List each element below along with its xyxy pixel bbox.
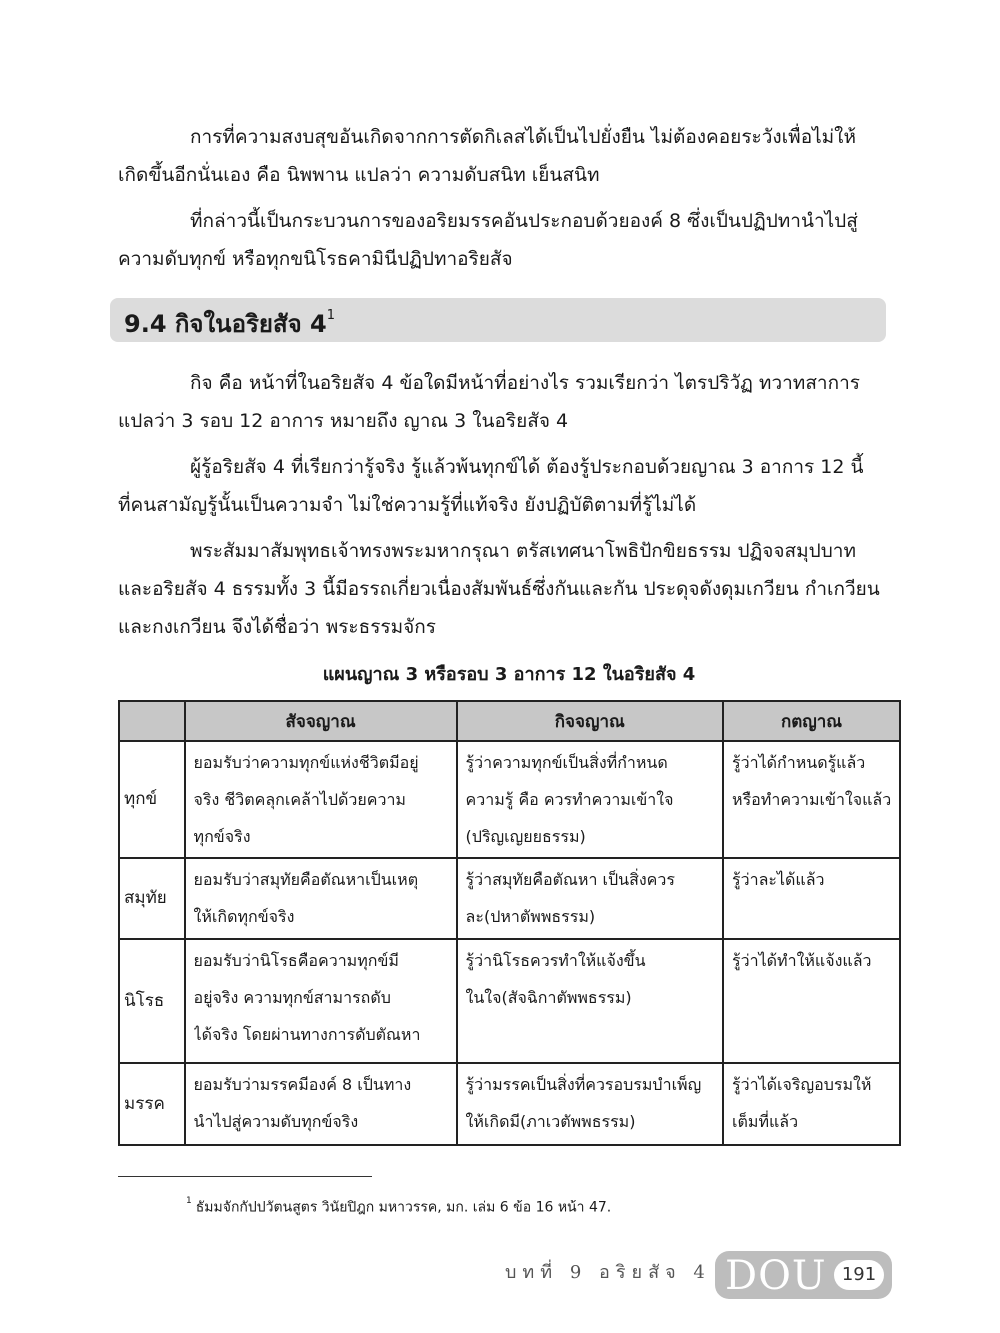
- text-line: พระสัมมาสัมพุทธเจ้าทรงพระมหากรุณา ตรัสเทศนาโพธิปักขิยธรรม ปฏิจจสมุปบาท: [190, 540, 856, 562]
- header-cell-kicca: กิจจญาณ: [457, 701, 723, 741]
- cell-line: รู้ว่าละได้แล้ว: [732, 870, 825, 889]
- table-row: [119, 1063, 900, 1145]
- cell-line: เต็มที่แล้ว: [732, 1112, 799, 1131]
- cell-kicca: [457, 1063, 723, 1145]
- row-label: ทุกข์: [119, 741, 185, 858]
- cell-line: ละ(ปหาตัพพธรรม): [465, 907, 596, 926]
- footnote: [186, 1193, 611, 1219]
- cell-sacca: [185, 858, 457, 939]
- footnote-divider: [118, 1176, 372, 1177]
- cell-line: ยอมรับว่าสมุทัยคือตัณหาเป็นเหตุ: [193, 870, 419, 889]
- text-line: ผู้รู้อริยสัจ 4 ที่เรียกว่ารู้จริง รู้แล้วพ้นทุกข์ได้ ต้องรู้ประกอบด้วยญาณ 3 อาการ 12 นี้: [190, 456, 864, 478]
- cell-line: จริง ชีวิตคลุกเคล้าไปด้วยความ: [193, 790, 406, 809]
- cell-line: ยอมรับว่ามรรคมีองค์ 8 เป็นทาง: [193, 1075, 412, 1094]
- text-line: การที่ความสงบสุขอันเกิดจากการตัดกิเลสได้เป็นไปยั่งยืน ไม่ต้องคอยระวังเพื่อไม่ให้: [190, 126, 856, 148]
- paragraph-4: [118, 448, 900, 524]
- table-title: แผนญาณ 3 หรือรอบ 3 อาการ 12 ในอริยสัจ 4: [322, 664, 696, 685]
- paragraph-2: [118, 202, 900, 278]
- cell-line: ความรู้ คือ ควรทำความเข้าใจ: [465, 790, 674, 809]
- section-heading: [110, 298, 886, 342]
- page-number: 191: [834, 1260, 884, 1290]
- cell-line: ให้เกิดทุกข์จริง: [193, 907, 295, 926]
- paragraph-1: [118, 118, 900, 194]
- cell-line: รู้ว่าได้เจริญอบรมให้: [732, 1075, 872, 1094]
- row-label: นิโรธ: [119, 939, 185, 1063]
- cell-line: ได้จริง โดยผ่านทางการดับตัณหา: [193, 1025, 421, 1044]
- table-row: [119, 741, 900, 858]
- table-row: [119, 858, 900, 939]
- cell-kata: [723, 939, 900, 1063]
- cell-line: รู้ว่าได้กำหนดรู้แล้ว: [732, 753, 866, 772]
- text-line: เกิดขึ้นอีกนั่นเอง คือ นิพพาน แปลว่า ความดับสนิท เย็นสนิท: [118, 164, 600, 186]
- cell-sacca: [185, 741, 457, 858]
- cell-kata: [723, 741, 900, 858]
- cell-line: รู้ว่านิโรธควรทำให้แจ้งขึ้น: [465, 951, 646, 970]
- cell-line: หรือทำความเข้าใจแล้ว: [732, 790, 892, 809]
- row-label: สมุทัย: [119, 858, 185, 939]
- brand-logo: DOU: [725, 1253, 827, 1299]
- cell-line: รู้ว่ามรรคเป็นสิ่งที่ควรอบรมบำเพ็ญ: [465, 1075, 702, 1094]
- section-title: 9.4 กิจในอริยสัจ 4: [124, 310, 327, 338]
- cell-line: รู้ว่าความทุกข์เป็นสิ่งที่กำหนด: [465, 753, 668, 772]
- cell-line: รู้ว่าสมุทัยคือตัณหา เป็นสิ่งควร: [465, 870, 675, 889]
- text-line: ที่กล่าวนี้เป็นกระบวนการของอริยมรรคอันประกอบด้วยองค์ 8 ซึ่งเป็นปฏิปทานำไปสู่: [190, 210, 858, 232]
- paragraph-3: [118, 364, 900, 440]
- chapter-label: บทที่ 9 อริยสัจ 4: [505, 1262, 711, 1283]
- page-badge: [715, 1251, 892, 1299]
- text-line: แปลว่า 3 รอบ 12 อาการ หมายถึง ญาณ 3 ในอริยสัจ 4: [118, 410, 569, 432]
- text-line: ความดับทุกข์ หรือทุกขนิโรธคามินีปฏิปทาอริยสัจ: [118, 248, 513, 270]
- cell-kicca: [457, 741, 723, 858]
- row-label: มรรค: [119, 1063, 185, 1145]
- paragraph-5: [118, 532, 900, 646]
- text-line: และกงเกวียน จึงได้ชื่อว่า พระธรรมจักร: [118, 616, 436, 638]
- text-line: และอริยสัจ 4 ธรรมทั้ง 3 นี้มีอรรถเกี่ยวเนื่องสัมพันธ์ซึ่งกันและกัน ประดุจดังดุมเกวียน กำเกวียน: [118, 578, 880, 600]
- cell-line: อยู่จริง ความทุกข์สามารถดับ: [193, 988, 391, 1007]
- header-cell-blank: [119, 701, 185, 741]
- footnote-reference[interactable]: 1: [326, 308, 336, 323]
- cell-sacca: [185, 1063, 457, 1145]
- cell-kicca: [457, 858, 723, 939]
- text-line: ที่คนสามัญรู้นั้นเป็นความจำ ไม่ใช่ความรู้ที่แท้จริง ยังปฏิบัติตามที่รู้ไม่ได้: [118, 494, 697, 516]
- cell-line: ในใจ(สัจฉิกาตัพพธรรม): [465, 988, 632, 1007]
- four-noble-truths-table: [118, 700, 901, 1146]
- table-row: [119, 939, 900, 1063]
- cell-line: รู้ว่าได้ทำให้แจ้งแล้ว: [732, 951, 872, 970]
- cell-line: ให้เกิดมี(ภาเวตัพพธรรม): [465, 1112, 636, 1131]
- cell-line: นำไปสู่ความดับทุกข์จริง: [193, 1112, 359, 1131]
- cell-line: (ปริญเญยยธรรม): [465, 827, 586, 846]
- text-line: กิจ คือ หน้าที่ในอริยสัจ 4 ข้อใดมีหน้าที่อย่างไร รวมเรียกว่า ไตรปริวัฏ ทวาทสาการ: [190, 372, 860, 394]
- header-cell-sacca: สัจจญาณ: [185, 701, 457, 741]
- cell-line: ยอมรับว่าความทุกข์แห่งชีวิตมีอยู่: [193, 753, 419, 772]
- table-header-row: [119, 701, 900, 741]
- cell-line: ยอมรับว่านิโรธคือความทุกข์มี: [193, 951, 399, 970]
- header-cell-kata: กตญาณ: [723, 701, 900, 741]
- cell-kata: [723, 1063, 900, 1145]
- footnote-text: ธัมมจักกัปปวัตนสูตร วินัยปิฎก มหาวรรค, มก. เล่ม 6 ข้อ 16 หน้า 47.: [195, 1199, 612, 1216]
- cell-line: ทุกข์จริง: [193, 827, 251, 846]
- cell-kicca: [457, 939, 723, 1063]
- footnote-number: 1: [186, 1196, 192, 1206]
- cell-sacca: [185, 939, 457, 1063]
- cell-kata: [723, 858, 900, 939]
